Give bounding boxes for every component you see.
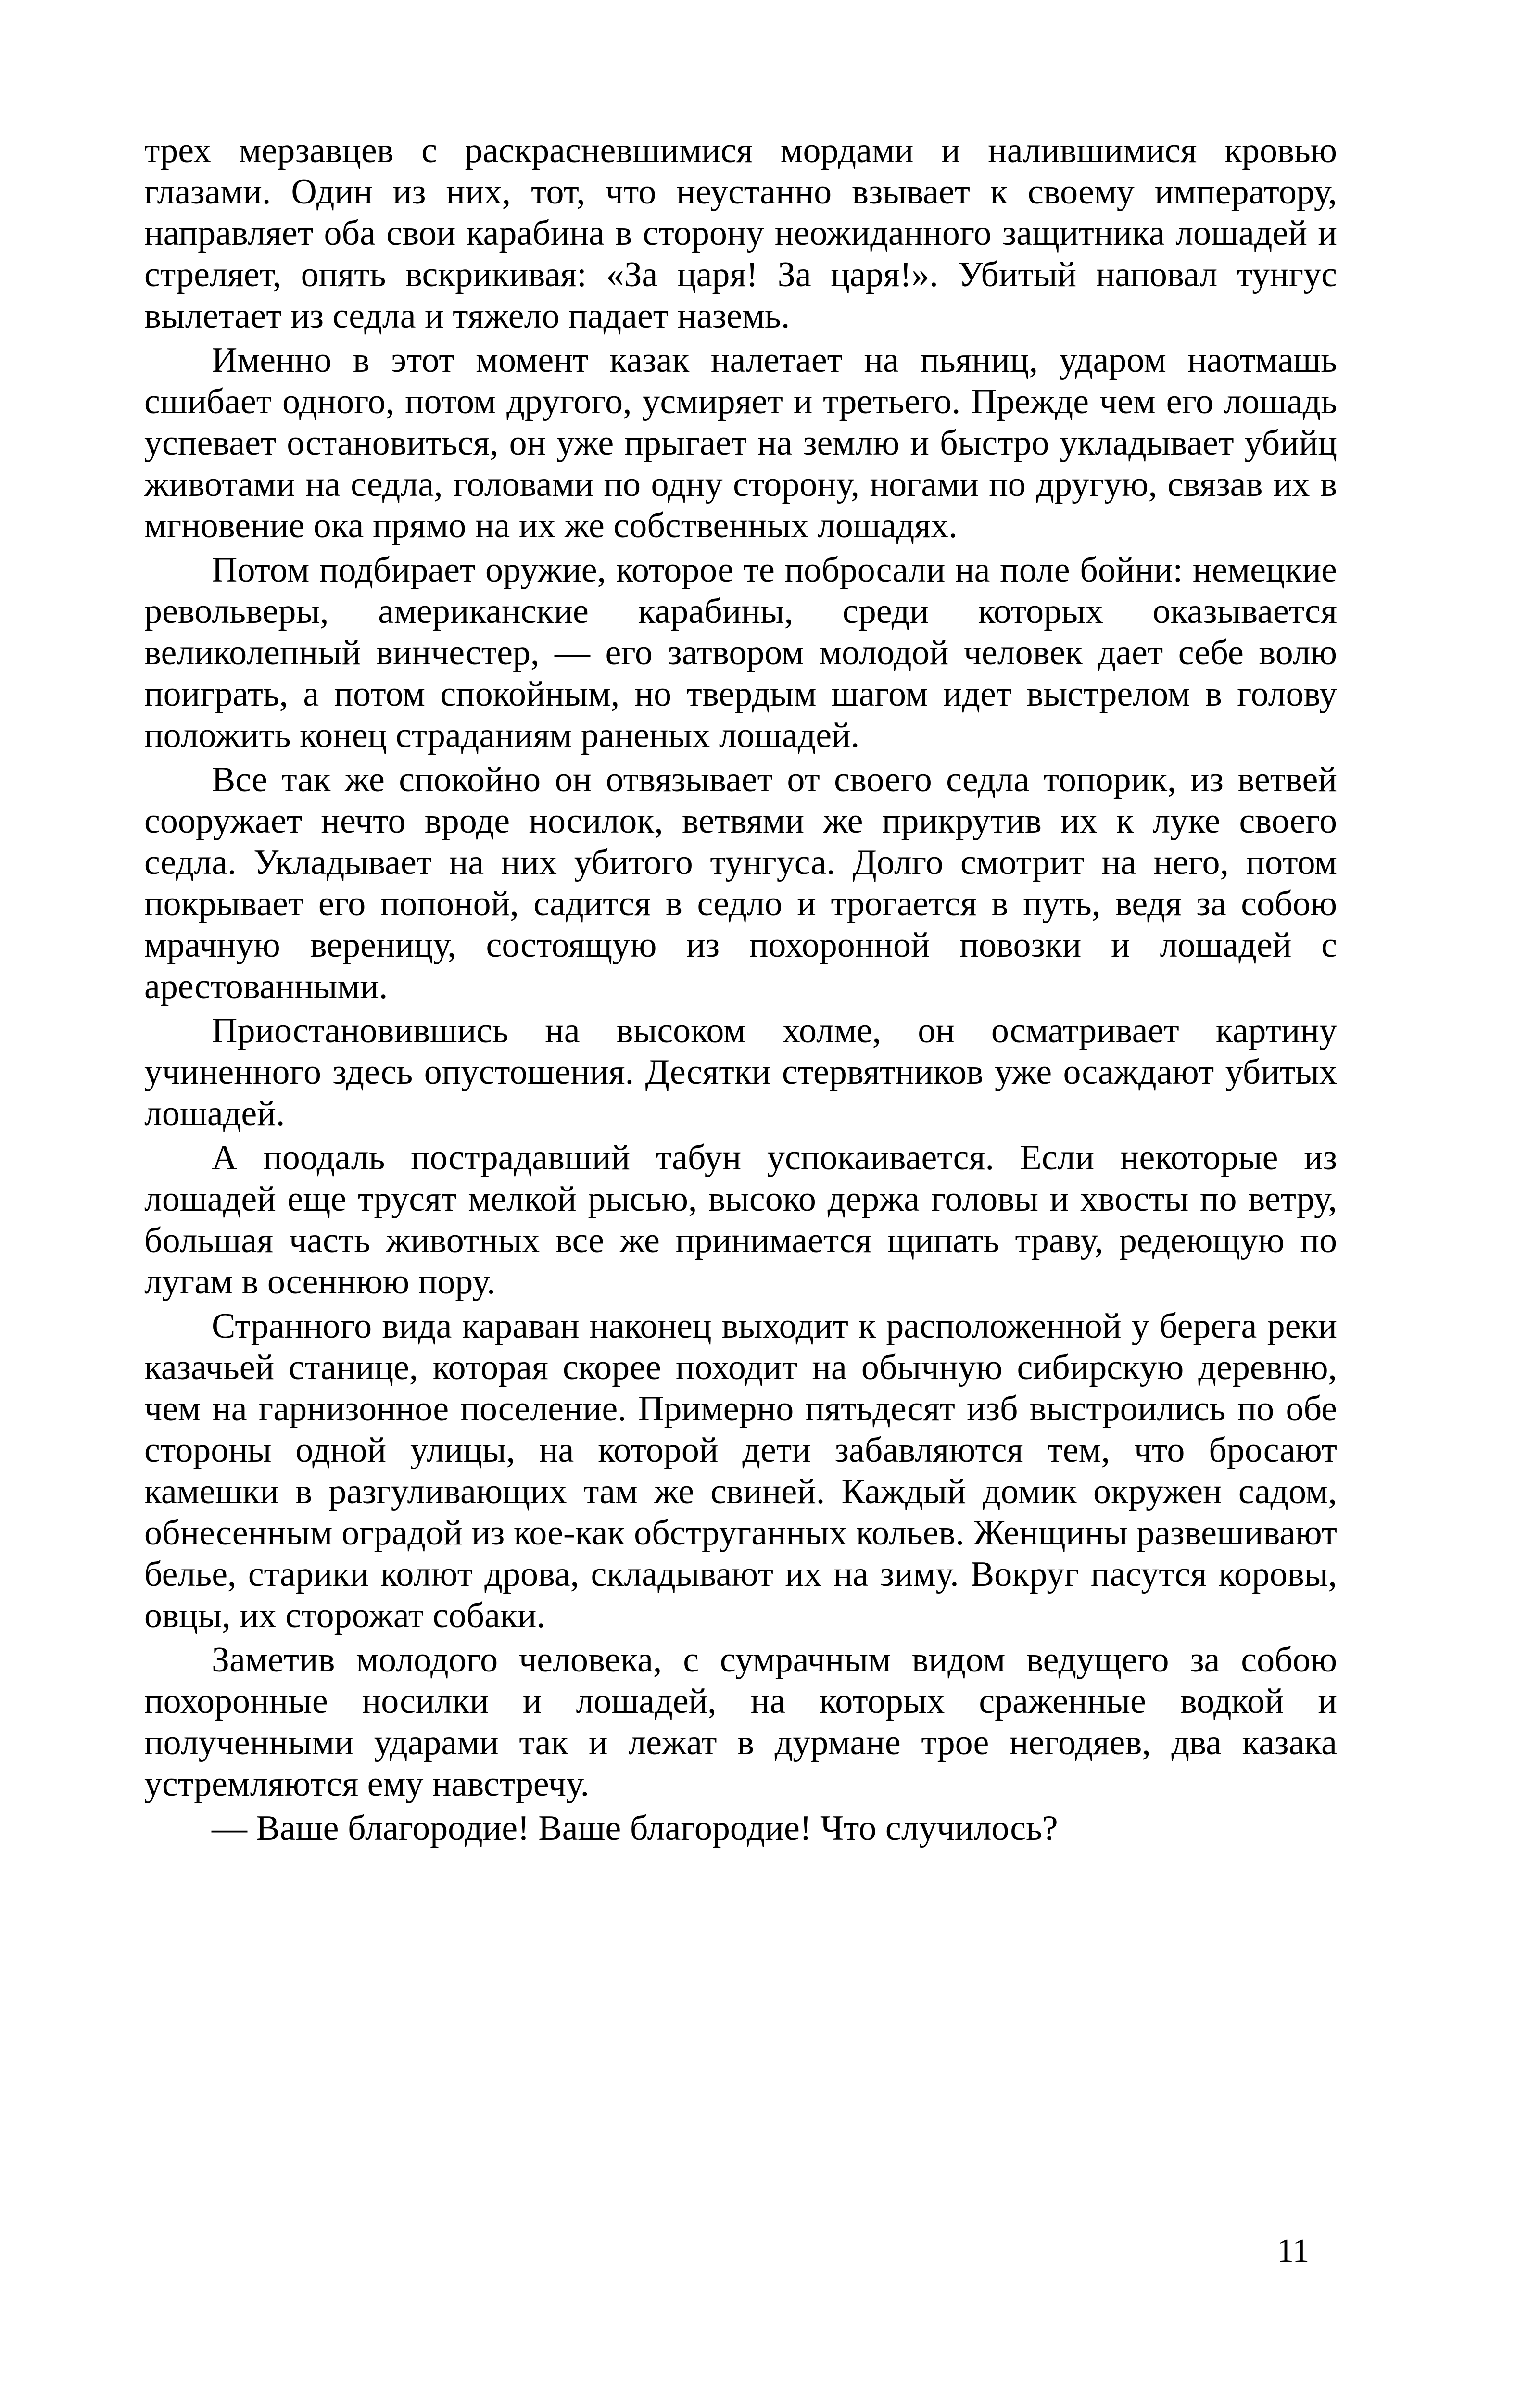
paragraph-1: трех мерзавцев с раскрасневшимися мордами и налившимися кровью глазами. Один из них, тот, что неустанно взывает к своему императору, направляет оба свои карабина в сторону неожиданного защитника лошадей и стреляет, опять вскрикивая: «За царя! За царя!». Убитый наповал тунгус вылетает из седла и тяжело падает наземь. <box>144 131 1337 336</box>
paragraph-5: Приостановившись на высоком холме, он осматривает картину учиненного здесь опустошения. Десятки стервятников уже осаждают убитых лошадей. <box>144 1011 1337 1133</box>
paragraph-6: А поодаль пострадавший табун успокаивается. Если некоторые из лошадей еще трусят мелкой рысью, высоко держа головы и хвосты по ветру, большая часть животных все же принимается щипать траву, редеющую по лугам в осеннюю пору. <box>144 1138 1337 1302</box>
paragraph-7: Странного вида караван наконец выходит к расположенной у берега реки казачьей станице, которая скорее походит на обычную сибирскую деревню, чем на гарнизонное поселение. Примерно пятьдесят изб выстроились по обе стороны одной улицы, на которой дети забавляются тем, что бросают камешки в разгуливающих там же свиней. Каждый домик окружен садом, обнесенным оградой из кое-как обструганных кольев. Женщины развешивают белье, старики колют дрова, складывают их на зиму. Вокруг пасутся коровы, овцы, их сторожат собаки. <box>144 1306 1337 1635</box>
page-number: 11 <box>1277 2232 1310 2269</box>
paragraph-2: Именно в этот момент казак налетает на пьяниц, ударом наотмашь сшибает одного, потом другого, усмиряет и третьего. Прежде чем его лошадь успевает остановиться, он уже прыгает на землю и быстро укладывает убийц животами на седла, головами по одну сторону, ногами по другую, связав их в мгновение ока прямо на их же собственных лошадях. <box>144 341 1337 545</box>
paragraph-4: Все так же спокойно он отвязывает от своего седла топорик, из ветвей сооружает нечто вроде носилок, ветвями же прикрутив их к луке своего седла. Укладывает на них убитого тунгуса. Долго смотрит на него, потом покрывает его попоной, садится в седло и трогается в путь, ведя за собою мрачную вереницу, состоящую из похоронной повозки и лошадей с арестованными. <box>144 760 1337 1006</box>
paragraph-3: Потом подбирает оружие, которое те побросали на поле бойни: немецкие револьверы, американские карабины, среди которых оказывается великолепный винчестер, — его затвором молодой человек дает себе волю поиграть, а потом спокойным, но твердым шагом идет выстрелом в голову положить конец страданиям раненых лошадей. <box>144 550 1337 755</box>
paragraph-8: Заметив молодого человека, с сумрачным видом ведущего за собою похоронные носилки и лошадей, на которых сраженные водкой и полученными ударами так и лежат в дурмане трое негодяев, два казака устремляются ему навстречу. <box>144 1640 1337 1804</box>
paragraph-9: — Ваше благородие! Ваше благородие! Что случилось? <box>212 1809 1058 1848</box>
body-text <box>144 130 1337 1852</box>
